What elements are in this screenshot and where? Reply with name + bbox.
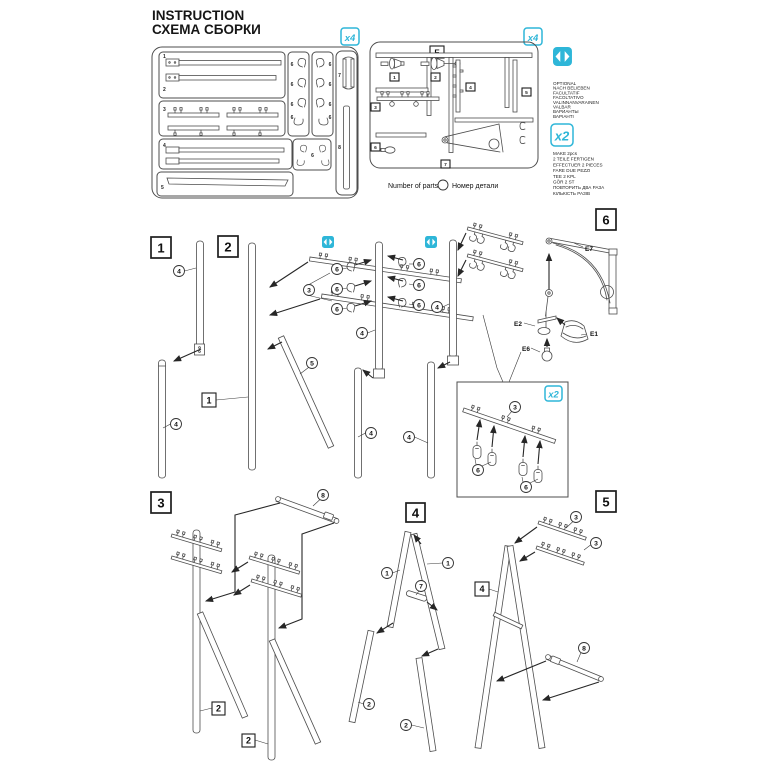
svg-text:E7: E7: [585, 246, 593, 253]
crossarm-part: [536, 541, 586, 565]
assembly-arrow: [270, 262, 308, 287]
svg-text:2: 2: [215, 703, 222, 714]
callout-8: [313, 490, 329, 507]
lamp-shade-e1: [561, 321, 588, 343]
svg-text:4: 4: [435, 304, 439, 312]
assembly-arrow: [234, 585, 250, 595]
callout-3: [507, 402, 521, 418]
optional-swap-icon: [322, 236, 334, 248]
detail-leader-line: [509, 352, 521, 382]
optional-detail-box: [457, 315, 568, 497]
callout-4: [404, 432, 429, 444]
svg-text:8: 8: [321, 492, 325, 500]
svg-text:3: 3: [594, 540, 598, 548]
hook-part: [519, 459, 527, 476]
assembly-arrow: [268, 342, 282, 349]
assembly-arrow: [270, 299, 320, 315]
optional-note: [553, 47, 599, 119]
svg-text:2: 2: [404, 722, 408, 730]
svg-text:3: 3: [307, 287, 311, 295]
a-frame-leg: [475, 546, 511, 749]
svg-text:3: 3: [513, 404, 517, 412]
crossarm-with-hooks: [465, 222, 525, 254]
part-number: 1: [163, 54, 166, 60]
pole-subassembly: [249, 243, 256, 470]
part-number: 7: [444, 163, 447, 168]
subassembly-label-2: [200, 702, 225, 715]
part-number-circle-icon: [438, 180, 448, 190]
part-number: 4: [469, 86, 472, 91]
hook-part: [347, 303, 355, 312]
assembly-arrow: [355, 281, 371, 286]
subassembly-label-4: [475, 582, 498, 596]
step-number: 2: [224, 239, 232, 255]
svg-text:8: 8: [582, 645, 586, 653]
pole-part: [197, 241, 204, 353]
make-line: 2 TEILE FERTIGEN: [553, 156, 594, 162]
step-number: 4: [411, 505, 420, 521]
bulb-e6: [542, 348, 552, 361]
assembly-arrow: [492, 426, 494, 447]
step-3: [151, 490, 339, 761]
beam-placement-arrow: [279, 523, 334, 628]
svg-text:6: 6: [335, 286, 339, 294]
pole-subassembly: [193, 530, 200, 733]
pulley-part: [546, 290, 553, 297]
svg-text:1: 1: [206, 395, 212, 406]
svg-text:4: 4: [369, 430, 373, 438]
part-number: 6: [311, 153, 314, 159]
sprue-a-hooks-left: [291, 58, 306, 125]
callout-6: [409, 259, 425, 270]
svg-text:2: 2: [245, 735, 252, 746]
step-2: [202, 236, 474, 478]
sprue-a-qty-label: x4: [344, 33, 356, 44]
svg-text:4: 4: [407, 434, 411, 442]
assembly-arrow: [543, 682, 599, 700]
page-title-en: INSTRUCTION: [152, 8, 245, 23]
svg-text:1: 1: [446, 560, 450, 568]
callout-4: [432, 302, 450, 313]
svg-text:E1: E1: [590, 331, 598, 338]
assembly-arrow: [515, 527, 537, 543]
step-number: 1: [157, 240, 165, 256]
callout-6: [409, 280, 425, 291]
sprue-a-part-8: [338, 106, 349, 189]
make-line: TEE 2 KPL: [553, 173, 576, 179]
svg-text:6: 6: [335, 266, 339, 274]
sprue-a-diagram: [152, 28, 359, 198]
sprue-e-diagram: [370, 28, 542, 168]
sprue-a-part-3: [163, 107, 278, 135]
assembly-arrow: [497, 661, 546, 681]
part-number: 6: [374, 146, 377, 151]
assembly-arrow: [557, 318, 565, 325]
callout-3: [584, 538, 602, 551]
part-number: 1: [393, 76, 396, 81]
callout-2: [401, 720, 425, 731]
optional-line: NACH BELIEBEN: [553, 85, 590, 91]
svg-text:4: 4: [177, 268, 181, 276]
make-qty-label: x2: [554, 128, 570, 144]
assembly-arrow: [520, 552, 535, 561]
svg-text:E6: E6: [522, 346, 530, 353]
label-e2: [514, 321, 535, 328]
optional-line: VALINNANVARAINEN: [553, 99, 599, 105]
callout-2: [358, 699, 375, 710]
optional-line: FACOLTATIVO: [553, 95, 584, 101]
part-number: 6: [328, 102, 332, 108]
callout-6: [332, 304, 348, 315]
sprue-e-hooks: [520, 122, 525, 143]
crossarm-part: [251, 574, 303, 597]
part-number: 6: [290, 102, 294, 108]
caption-en: Number of parts: [388, 183, 439, 190]
subassembly-label-1: [202, 393, 248, 407]
part-number: 5: [161, 185, 164, 191]
lamp-bracket-e7: [546, 238, 617, 314]
sprue-e-qty-label: x4: [527, 33, 539, 44]
assembly-arrow: [538, 441, 540, 464]
svg-text:6: 6: [417, 261, 421, 269]
optional-line: VALBAR: [553, 104, 571, 110]
hook-part: [473, 442, 481, 459]
svg-text:2: 2: [367, 701, 371, 709]
step-number: 6: [602, 212, 610, 228]
callout-3: [566, 512, 582, 529]
crossarm-with-hooks: [465, 249, 525, 281]
hook-part: [347, 283, 355, 292]
assembly-arrow: [523, 436, 525, 457]
assembly-arrow: [458, 233, 466, 250]
make-note: [551, 124, 605, 196]
optional-swap-icon: [425, 236, 437, 248]
callout-4: [357, 328, 376, 339]
parts-number-caption: [388, 180, 498, 190]
make-line: GÖR 2 ST: [553, 179, 575, 185]
part-number: 2: [163, 87, 166, 93]
sprue-a-part-2: [163, 74, 276, 93]
step-1: [151, 237, 205, 478]
pole-part: [159, 360, 166, 478]
make-line: MAKE 2pcs: [553, 151, 577, 156]
step-number: 3: [157, 495, 165, 511]
sprue-a-part-1: [163, 54, 281, 66]
svg-text:6: 6: [417, 302, 421, 310]
part-number: 6: [290, 82, 294, 88]
callout-8: [577, 643, 590, 663]
step-4: [349, 503, 453, 752]
sprue-a-part-4: [163, 143, 284, 164]
spacer-part: [406, 590, 428, 602]
assembly-arrow: [477, 420, 480, 440]
beam-part: [276, 497, 339, 524]
optional-line: OPTIONAL: [553, 81, 577, 86]
step-number: 5: [602, 494, 610, 510]
callout-6: [332, 284, 348, 295]
svg-text:3: 3: [574, 514, 578, 522]
sprue-e-part-6: [371, 143, 395, 153]
optional-line: ВАРИАНТЫ: [553, 109, 579, 115]
part-number: 8: [338, 145, 341, 151]
svg-text:6: 6: [524, 484, 528, 492]
sprue-e-part-1: [381, 58, 404, 81]
make-line: EFFECTUER 2 PIECES: [553, 162, 603, 168]
part-number: 6: [328, 62, 332, 68]
svg-text:4: 4: [479, 584, 485, 594]
step-6: [458, 209, 617, 361]
caption-ru: Номер детали: [452, 183, 499, 190]
make-line: КІЛЬКІСТЬ РАЗІВ: [553, 190, 591, 196]
sprue-a-part-7: [338, 57, 354, 89]
svg-text:7: 7: [419, 583, 423, 591]
svg-text:E2: E2: [514, 321, 522, 328]
part-number: 6: [328, 82, 332, 88]
pole-part: [416, 658, 436, 752]
part-number: 5: [525, 91, 528, 96]
brace-part: [269, 639, 320, 744]
part-number: 3: [163, 107, 166, 113]
brace-part: [278, 336, 333, 448]
detail-leader-line: [483, 315, 503, 382]
svg-text:1: 1: [385, 570, 389, 578]
part-number: 7: [338, 73, 341, 79]
assembly-arrow: [363, 370, 373, 378]
svg-text:6: 6: [417, 282, 421, 290]
svg-text:6: 6: [476, 467, 480, 475]
step-5: [475, 491, 616, 749]
assembly-arrow: [422, 649, 438, 656]
pole-part: [411, 533, 445, 649]
pole-part: [387, 531, 411, 627]
optional-swap-icon: [553, 47, 572, 66]
sprue-a-hooks-right: [316, 58, 331, 125]
hook-part: [534, 466, 542, 483]
pole-base: [448, 356, 459, 365]
callout-1: [427, 558, 454, 569]
optional-line: ВАРІАНТІ: [553, 113, 574, 119]
part-number: 6: [290, 115, 294, 121]
pole-part: [376, 242, 383, 370]
detail-qty-label: x2: [548, 389, 559, 401]
make-line: ПОВТОРИТЬ ДВА РАЗА: [553, 185, 605, 191]
pole-part: [355, 368, 362, 478]
label-e6: [522, 346, 540, 353]
pole-base: [374, 369, 385, 378]
pole-part: [450, 240, 457, 357]
callout-4: [174, 266, 197, 277]
sprue-a-hooks-box: [297, 145, 329, 165]
beam-part: [546, 655, 604, 682]
part-number: 4: [163, 143, 166, 149]
assembly-arrow: [232, 562, 248, 572]
svg-text:5: 5: [310, 360, 314, 368]
svg-text:4: 4: [360, 330, 364, 338]
part-number: 6: [290, 62, 294, 68]
a-frame-leg: [507, 546, 545, 749]
sprue-a-part-5: [161, 178, 288, 191]
part-number: 2: [434, 76, 437, 81]
callout-5: [300, 358, 318, 375]
sprue-e-part-4: [453, 60, 475, 112]
lamp-holder-e2: [538, 312, 556, 335]
assembly-arrow: [377, 623, 393, 633]
optional-line: FACULTATIF: [553, 90, 580, 96]
sprue-e-part-5: [513, 60, 531, 112]
svg-text:6: 6: [335, 306, 339, 314]
assembly-arrow: [458, 260, 466, 276]
part-number: 3: [374, 106, 377, 111]
header: [152, 8, 261, 37]
make-line: FARE DUE PEZZI: [553, 168, 591, 174]
svg-text:4: 4: [174, 421, 178, 429]
part-number: 6: [328, 115, 332, 121]
subassembly-label-2: [242, 734, 268, 747]
pole-part: [428, 362, 435, 478]
page-title-ru: СХЕМА СБОРКИ: [152, 22, 261, 37]
